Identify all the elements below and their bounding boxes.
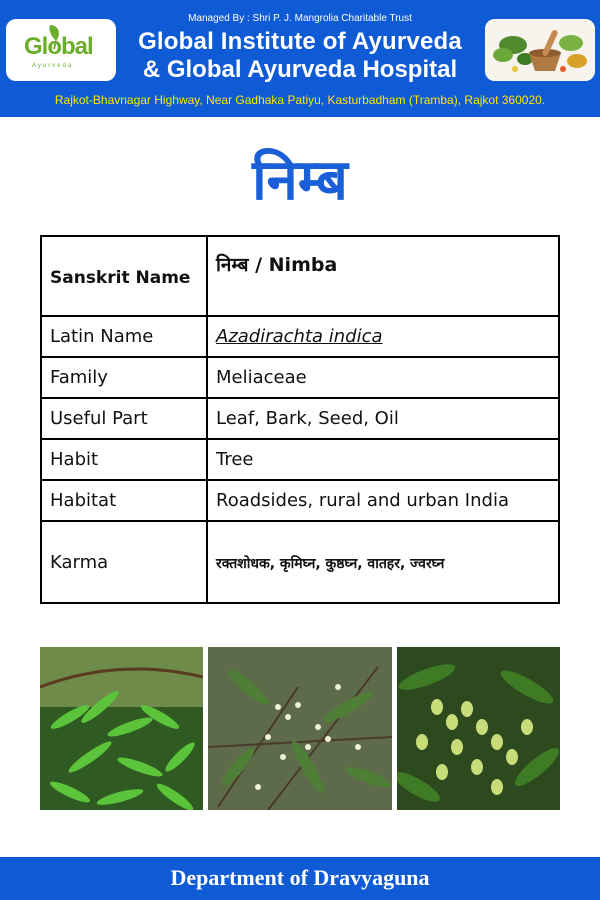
fruits-icon (397, 647, 560, 810)
habit-label: Habit (41, 439, 207, 480)
sanskrit-name-value: निम्ब / Nimba (207, 236, 559, 316)
table-row (41, 357, 559, 398)
logo-subtext: Ayurveda (32, 63, 74, 69)
karma-value (207, 521, 559, 603)
logo-text: Global (24, 33, 93, 60)
department-name: Department of Dravyaguna (170, 865, 430, 890)
herbs-mortar-image (485, 19, 595, 81)
latin-name-label: Latin Name (41, 316, 207, 357)
hospital-title: & Global Ayurveda Hospital (142, 56, 458, 83)
leaves-icon (40, 647, 203, 810)
useful-part-label: Useful Part (41, 398, 207, 439)
neem-leaves-photo (40, 647, 203, 810)
table-row (41, 236, 559, 316)
table-row (41, 521, 559, 603)
habit-value: Tree (207, 439, 559, 480)
karma-label: Karma (41, 521, 207, 603)
neem-fruits-photo (397, 647, 560, 810)
mortar-pestle-icon (485, 19, 595, 81)
flowers-icon (208, 647, 392, 810)
institute-title: Global Institute of Ayurveda (138, 28, 462, 55)
table-row (41, 398, 559, 439)
neem-flowers-photo (208, 647, 392, 810)
habitat-value: Roadsides, rural and urban India (207, 480, 559, 521)
plant-info-table (40, 235, 560, 604)
table-row (41, 480, 559, 521)
latin-name-text: Azadirachta indica (216, 326, 383, 347)
karma-text: रक्तशोधक, कृमिघ्न, कुष्ठघ्न, वातहर, ज्वरघ्न (216, 555, 445, 572)
sanskrit-name-label: Sanskrit Name (41, 236, 207, 316)
managed-by-text: Managed By : Shri P. J. Mangrolia Charitable Trust (188, 13, 412, 24)
family-value: Meliaceae (207, 357, 559, 398)
table-row (41, 316, 559, 357)
table-row (41, 439, 559, 480)
footer-band (0, 857, 600, 900)
plant-photos (40, 647, 560, 810)
habitat-label: Habitat (41, 480, 207, 521)
latin-name-value (207, 316, 559, 357)
useful-part-value: Leaf, Bark, Seed, Oil (207, 398, 559, 439)
plant-title: निम्ब (252, 148, 348, 213)
header-band (0, 0, 600, 117)
family-label: Family (41, 357, 207, 398)
address-line: Rajkot-Bhavnagar Highway, Near Gadhaka Patiyu, Kasturbadham (Tramba), Rajkot 360020. (54, 93, 546, 107)
